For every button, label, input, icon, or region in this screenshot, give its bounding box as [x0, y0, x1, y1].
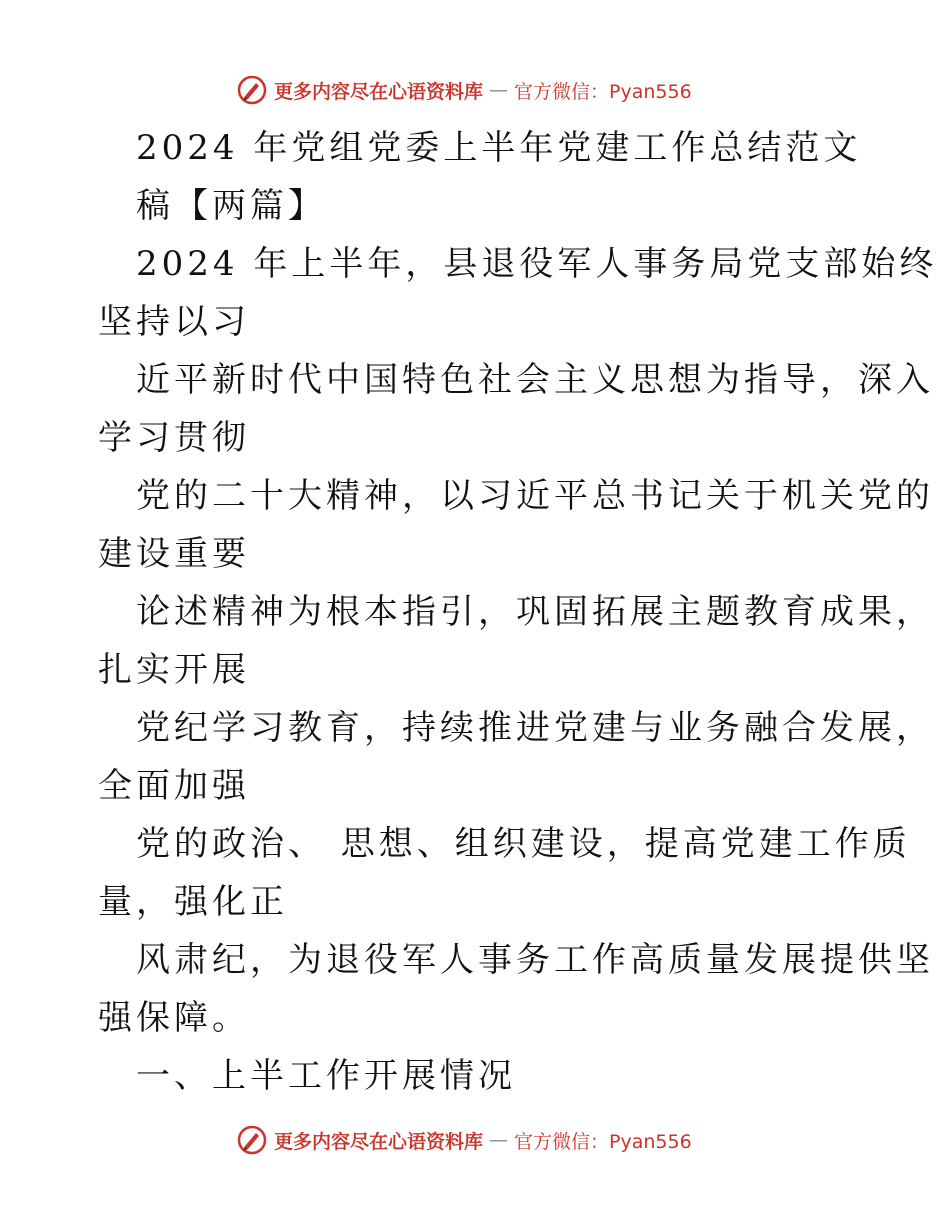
paragraph-line: 扎实开展: [98, 650, 250, 690]
paragraph-line: 坚持以习: [98, 302, 250, 342]
paragraph-line: 量，强化正: [98, 882, 288, 922]
watermark-brand: 更多内容尽在心语资料库: [274, 80, 484, 103]
paragraph-line: 近平新时代中国特色社会主义思想为指导，深入: [136, 360, 934, 400]
paragraph-line: 2024 年上半年，县退役军人事务局党支部始终: [136, 244, 938, 284]
watermark-separator: —: [489, 79, 509, 101]
paragraph-line: 建设重要: [98, 534, 250, 574]
pen-logo-icon: [236, 1124, 268, 1156]
watermark-header: [236, 72, 692, 108]
paragraph-line: 党纪学习教育，持续推进党建与业务融合发展，: [136, 708, 934, 748]
watermark-contact: 官方微信：Pyan556: [514, 1130, 692, 1153]
watermark-brand: 更多内容尽在心语资料库: [274, 1130, 484, 1153]
paragraph-line: 学习贯彻: [98, 418, 250, 458]
watermark-footer: [236, 1122, 692, 1158]
paragraph-line: 风肃纪，为退役军人事务工作高质量发展提供坚: [136, 940, 934, 980]
paragraph-line: 强保障。: [98, 998, 250, 1038]
paragraph-line: 党的二十大精神，以习近平总书记关于机关党的: [136, 476, 934, 516]
paragraph-line: 全面加强: [98, 766, 250, 806]
watermark-contact: 官方微信：Pyan556: [514, 80, 692, 103]
title-line-2: 稿【两篇】: [136, 186, 326, 226]
paragraph-line: 论述精神为根本指引，巩固拓展主题教育成果，: [136, 592, 934, 632]
pen-logo-icon: [236, 74, 268, 106]
title-line-1: 2024 年党组党委上半年党建工作总结范文: [136, 128, 862, 168]
watermark-separator: —: [489, 1129, 509, 1151]
section-heading: 一、上半工作开展情况: [136, 1056, 516, 1096]
paragraph-line: 党的政治、 思想、组织建设，提高党建工作质: [136, 824, 911, 864]
